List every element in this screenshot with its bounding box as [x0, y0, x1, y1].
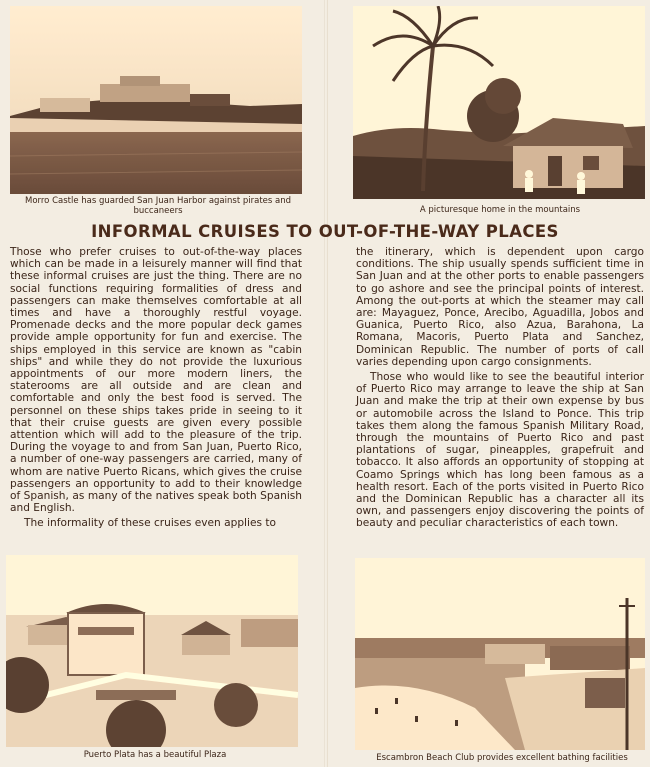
text-column-left	[10, 246, 302, 530]
text-column-right	[356, 246, 644, 530]
right-paragraph-1: the itinerary, which is dependent upon cargo conditions. The ship usually spends sufficient time in San Juan and at the other ports to enable passengers to go ashore and see the principal points of interest. Among the out-ports at which the steamer may call are: Mayaguez, Ponce, Arecibo, Aguadilla, Jobos and Guanica, Puerto Rico, also Azua, Barahona, La Romana, Macoris, Puerto Plata and Sanchez, Dominican Republic. The number of ports of call varies depending upon cargo consignments.	[356, 246, 644, 368]
page-title: INFORMAL CRUISES TO OUT-OF-THE-WAY PLACES	[91, 222, 559, 241]
left-paragraph-2: The informality of these cruises even applies to	[24, 517, 276, 530]
mountain-home-illustration	[353, 6, 645, 199]
left-paragraph-1: Those who prefer cruises to out-of-the-way places which can be made in a leisurely manner will find that these informal cruises are just the thing. There are no social functions requiring formalities of dress and passengers can make themselves comfortable at all times and have a thoroughly restful voyage. Promenade decks and the more popular deck games provide ample opportunity for fun and exercise. The ships employed in this service are known as "cabin ships" and while they do not provide the luxurious appointments of our more modern liners, the staterooms are all outside and are clean and comfortable and only the best food is served. The personnel on these ships takes pride in seeing to it that their cruise guests are given every possible attention which will add to the pleasure of the trip. During the voyage to and from San Juan, Puerto Rico, a number of one-way passengers are carried, many of whom are native Puerto Ricans, which gives the cruise passengers an opportunity to add to their knowledge of Spanish, as many of the natives speak both Spanish and English.	[10, 246, 302, 515]
photo-morro-castle	[10, 6, 302, 194]
caption-puerto-plata: Puerto Plata has a beautiful Plaza	[83, 750, 227, 760]
photo-escambron-beach	[355, 558, 645, 750]
caption-mountain-home: A picturesque home in the mountains	[419, 205, 581, 215]
caption-escambron: Escambron Beach Club provides excellent bathing facilities	[376, 753, 628, 763]
beach-illustration	[355, 558, 645, 750]
photo-mountain-home	[353, 6, 645, 199]
caption-morro-castle: Morro Castle has guarded San Juan Harbor against pirates and buccaneers	[24, 196, 291, 216]
page-fold	[324, 0, 328, 767]
plaza-illustration	[6, 555, 298, 747]
photo-puerto-plata-plaza	[6, 555, 298, 747]
morro-castle-illustration	[10, 6, 302, 194]
right-paragraph-2: Those who would like to see the beautiful interior of Puerto Rico may arrange to leave the ship at San Juan and make the trip at their own expense by bus or automobile across the Island to Ponce. This trip takes them along the famous Spanish Military Road, through the mountains of Puerto Rico and past plantations of sugar, pineapples, grapefruit and tobacco. It also affords an opportunity of stopping at Coamo Springs which has long been famous as a health resort. Each of the ports visited in Puerto Rico and the Dominican Republic has a character all its own, and passengers enjoy discovering the points of beauty and peculiar characteristics of each town.	[356, 371, 644, 530]
